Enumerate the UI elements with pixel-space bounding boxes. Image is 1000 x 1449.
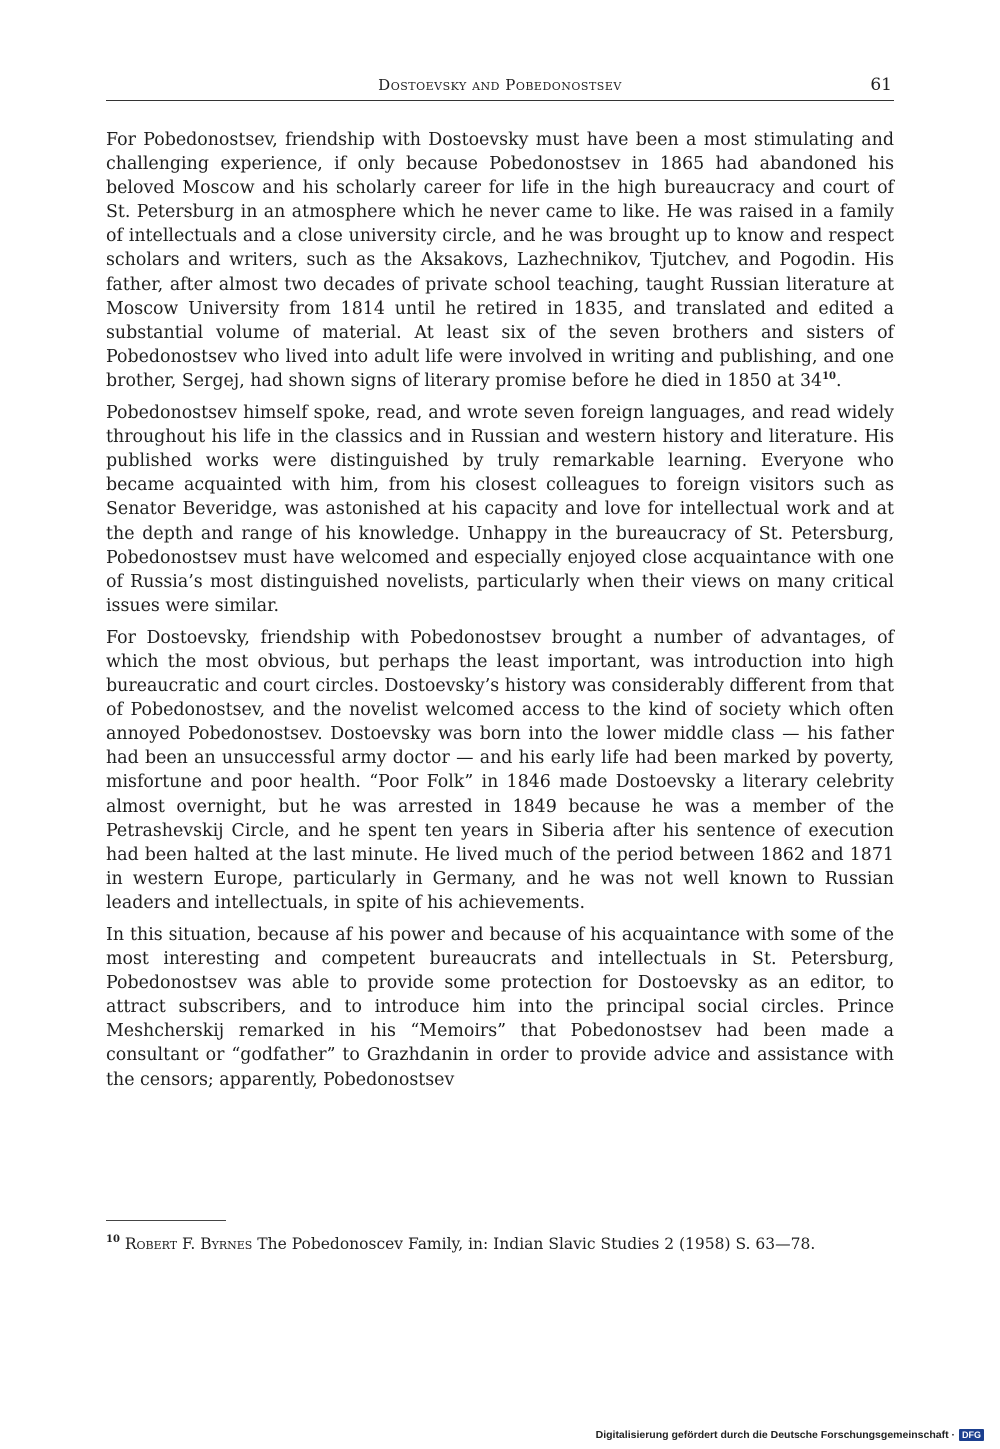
footnote [106, 1234, 894, 1255]
page-number: 61 [870, 75, 892, 95]
paragraph-2: Pobedonostsev himself spoke, read, and wrote seven foreign languages, and read widely throughout his life in the classics and in Russian and western history and literature. His published works were distinguished by truly remarkable learning. Everyone who became acquainted with him, from his closest colleagues to foreign visitors such as Senator Beveridge, was astonished at his capacity and love for intellectual work and at the depth and range of his knowledge. Unhappy in the bureaucracy of St. Petersburg, Pobedonostsev must have welcomed and especially enjoyed close acquaintance with one of Russia’s most distinguished novelists, particularly when their views on many critical issues were similar. [106, 403, 894, 616]
paragraph-3: For Dostoevsky, friendship with Pobedonostsev brought a number of advantages, of which the most obvious, but perhaps the least important, was introduction into high bureaucratic and court circles. Dostoevsky’s history was considerably different from that of Pobedonostsev, and the novelist welcomed access to the kind of society which often annoyed Pobedonostsev. Dostoevsky was born into the lower middle class — his father had been an unsuccessful army doctor — and his early life had been marked by poverty, misfortune and poor health. “Poor Folk” in 1846 made Dostoevsky a literary celebrity almost overnight, but he was arrested in 1849 because he was a member of the Petrashevskij Circle, and he spent ten years in Siberia after his sentence of execution had been halted at the last minute. He lived much of the period between 1862 and 1871 in western Europe, particularly in Germany, and he was not well known to Russian leaders and intellectuals, in spite of his achievements. [106, 627, 894, 913]
footnote-rule [106, 1220, 226, 1221]
footnote-number: 10 [106, 1234, 120, 1245]
footnote-reference: 10 [822, 370, 836, 382]
paragraph-4: In this situation, because af his power and because of his acquaintance with some of the most interesting and competent bureaucrats and intellectuals in St. Petersburg, Pobedonostsev was able to provide some protection for Dostoevsky as an editor, to attract subscribers, and to introduce him into the principal social circles. Prince Meshcherskij remarked in his “Memoirs” that Pobedonostsev had been made a consultant or “godfather” to Grazhdanin in order to provide advice and assistance with the censors; apparently, Pobedonostsev [106, 925, 894, 1090]
paragraph-1-text: For Pobedonostsev, friendship with Dostoevsky must have been a most stimulating and challenging experience, if only because Pobedonostsev in 1865 had abandoned his beloved Moscow and his scholarly career for life in the high bureaucracy and court of St. Petersburg in an atmosphere which he never came to like. He was raised in a family of intellectuals and a close university circle, and he was brought up to know and respect scholars and writers, such as the Aksakovs, Lazhechnikov, Tjutchev, and Pogodin. His father, after almost two decades of private school teaching, taught Russian literature at Moscow University from 1814 until he retired in 1835, and translated and edited a substantial volume of material. At least six of the seven brothers and sisters of Pobedonostsev who lived into adult life were involved in writing and publishing, and one brother, Sergej, had shown signs of literary promise before he died in 1850 at 34 [106, 130, 894, 391]
running-head [106, 72, 894, 101]
funding-note [596, 1429, 984, 1441]
paragraph-1: For Pobedonostsev, friendship with Dostoevsky must have been a most stimulating and challenging experience, if only because Pobedonostsev in 1865 had abandoned his beloved Moscow and his scholarly career for life in the high bureaucracy and court of St. Petersburg in an atmosphere which he never came to like. He was raised in a family of intellectuals and a close university circle, and he was brought up to know and respect scholars and writers, such as the Aksakovs, Lazhechnikov, Tjutchev, and Pogodin. His father, after almost two decades of private school teaching, taught Russian literature at Moscow University from 1814 until he retired in 1835, and translated and edited a substantial volume of material. At least six of the seven brothers and sisters of Pobedonostsev who lived into adult life were involved in writing and publishing, and one brother, Sergej, had shown signs of literary promise before he died in 1850 at $34^{10}$. [106, 130, 894, 391]
dfg-logo: DFG [959, 1429, 984, 1441]
funding-text: Digitalisierung gefördert durch die Deutsche Forschungsgemeinschaft · [595, 1429, 955, 1441]
footnote-text: The Pobedonoscev Family, in: Indian Slavic Studies 2 (1958) S. 63—78. [257, 1235, 816, 1253]
main-text [106, 128, 894, 1100]
running-title: Dostoevsky and Pobedonostsev [378, 76, 622, 94]
footnote-author: Robert F. Byrnes [124, 1235, 253, 1253]
